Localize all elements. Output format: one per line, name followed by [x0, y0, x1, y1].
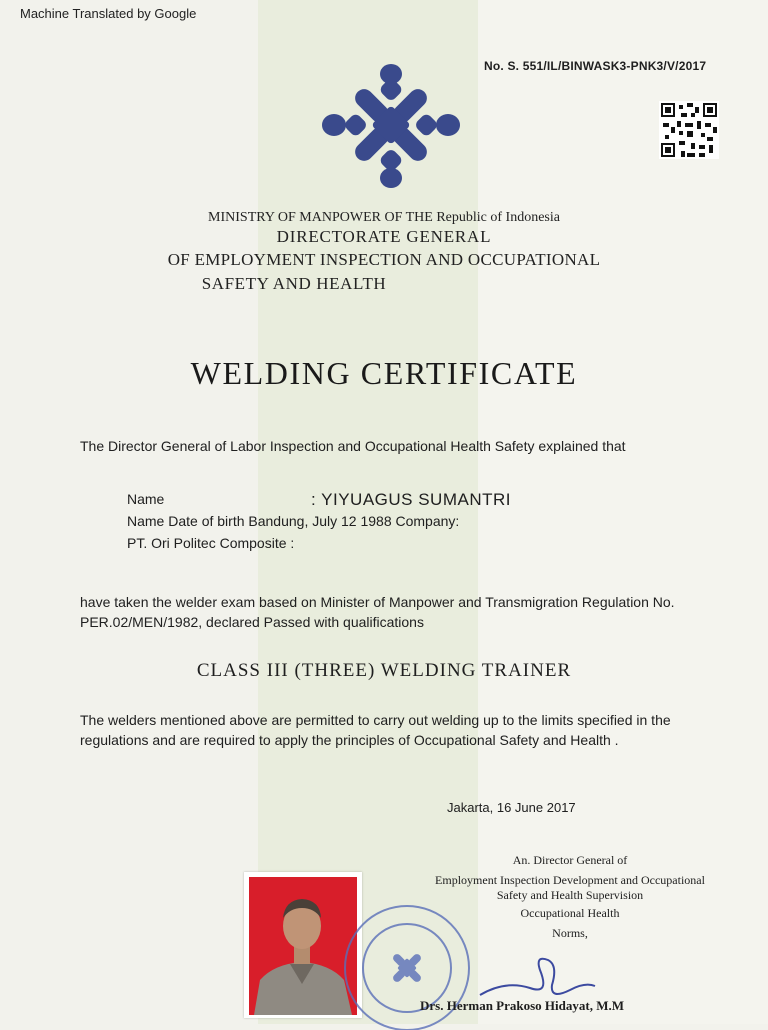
signatory-line-2: Employment Inspection Development and Occupational [435, 873, 705, 887]
birth-line: Name Date of birth Bandung, July 12 1988 Company: [127, 513, 460, 529]
background-right [478, 0, 768, 1024]
issue-date: Jakarta, 16 June 2017 [447, 800, 576, 815]
signatory-line-3: Safety and Health Supervision [496, 888, 644, 902]
qualification-class: CLASS III (THREE) WELDING TRAINER [196, 660, 572, 681]
signatory-line-5: Norms, [552, 926, 588, 940]
certificate-title: WELDING CERTIFICATE [190, 355, 578, 391]
qr-code [659, 101, 719, 159]
ministry-line-4: SAFETY AND HEALTH [201, 274, 387, 293]
company-line: PT. Ori Politec Composite : [127, 535, 295, 551]
name-label: Name [127, 491, 165, 507]
ministry-line-1: MINISTRY OF MANPOWER OF THE Republic of Indonesia [208, 210, 560, 225]
ministry-line-2: DIRECTORATE GENERAL [276, 227, 492, 246]
ministry-logo-icon [320, 62, 462, 192]
signatory-line-4: Occupational Health [520, 906, 620, 920]
intro-paragraph: The Director General of Labor Inspection and Occupational Health Safety explained that [80, 438, 626, 454]
holder-name: : YIYUAGUS SUMANTRI [311, 490, 511, 509]
signatory-line-1: An. Director General of [512, 853, 628, 867]
translation-banner: Machine Translated by Google [20, 6, 197, 21]
exam-paragraph: have taken the welder exam based on Minister of Manpower and Transmigration Regulation No. PER.02/MEN/1982, declared Passed with qualifications [80, 594, 675, 630]
permission-paragraph: The welders mentioned above are permitted to carry out welding up to the limits specified in the regulations and are required to apply the principles of Occupational Safety and Health . [80, 712, 671, 748]
signatory-name: Drs. Herman Prakoso Hidayat, M.M [420, 998, 625, 1013]
ministry-line-3: OF EMPLOYMENT INSPECTION AND OCCUPATIONAL [167, 250, 601, 269]
document-number: No. S. 551/IL/BINWASK3-PNK3/V/2017 [484, 59, 707, 73]
